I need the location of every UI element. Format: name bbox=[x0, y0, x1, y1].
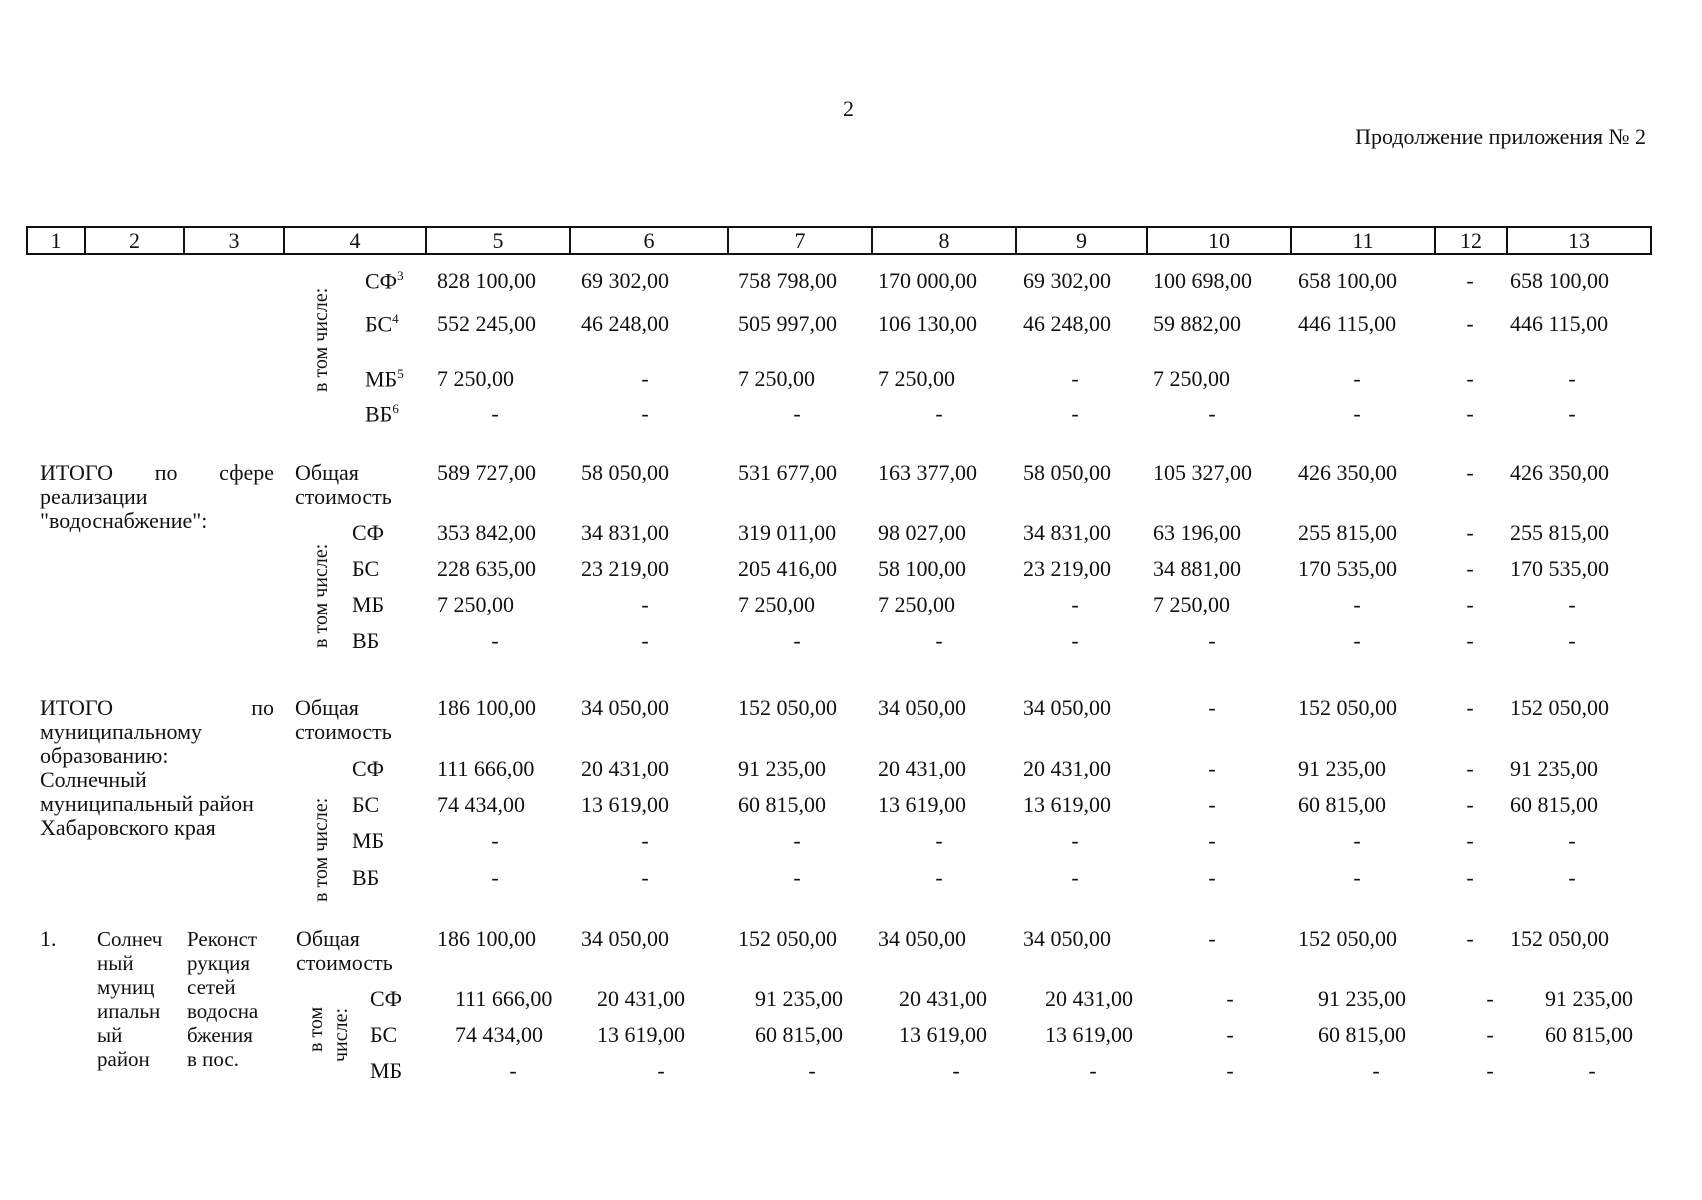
label-line: образованию: bbox=[40, 743, 169, 768]
label-word: по bbox=[251, 695, 274, 720]
value-cell: 658 100,00 bbox=[1298, 268, 1397, 293]
value-cell: - bbox=[491, 865, 499, 890]
value-cell: - bbox=[641, 592, 649, 617]
column-number-cell: 9 bbox=[1016, 227, 1147, 254]
value-cell: - bbox=[1089, 1058, 1097, 1083]
value-cell: - bbox=[1226, 1058, 1234, 1083]
column-number-cell: 4 bbox=[284, 227, 426, 254]
value-cell: 152 050,00 bbox=[1298, 695, 1397, 720]
funding-source-code bbox=[352, 756, 384, 782]
value-cell: - bbox=[641, 401, 649, 426]
code-text: СФ bbox=[365, 268, 398, 294]
value-cell: 505 997,00 bbox=[738, 311, 837, 336]
value-cell: - bbox=[657, 1058, 665, 1083]
column-number-cell: 10 bbox=[1147, 227, 1291, 254]
value-cell: 20 431,00 bbox=[878, 756, 966, 781]
value-cell: - bbox=[793, 628, 801, 653]
continuation-title: Продолжение приложения № 2 bbox=[1355, 124, 1646, 149]
table-row bbox=[0, 986, 1702, 1016]
value-cell: 59 882,00 bbox=[1153, 311, 1241, 336]
value-cell: - bbox=[935, 828, 943, 853]
in-that-number-label: числе: bbox=[330, 1007, 352, 1062]
cell-line: муниц bbox=[97, 975, 155, 999]
value-cell: - bbox=[1466, 792, 1474, 817]
label-line: Хабаровского края bbox=[40, 815, 216, 840]
value-cell: - bbox=[1353, 828, 1361, 853]
value-cell: - bbox=[1466, 695, 1474, 720]
code-text: ВБ bbox=[352, 628, 380, 653]
label-word: ИТОГО bbox=[40, 695, 113, 720]
label-line: "водоснабжение": bbox=[40, 508, 208, 533]
value-cell: 7 250,00 bbox=[437, 366, 514, 391]
cell-line: Солнеч bbox=[97, 927, 163, 951]
value-cell: - bbox=[1466, 628, 1474, 653]
label-word: сфере bbox=[219, 460, 274, 485]
code-text: МБ bbox=[370, 1058, 403, 1083]
footnote-mark: 3 bbox=[397, 268, 404, 283]
label-line: муниципальный район bbox=[40, 791, 254, 816]
value-cell: - bbox=[1071, 592, 1079, 617]
cell-line: Реконст bbox=[187, 927, 258, 951]
value-cell: 111 666,00 bbox=[437, 756, 535, 781]
table-row bbox=[0, 366, 1702, 396]
funding-source-code bbox=[352, 865, 379, 891]
value-cell: - bbox=[808, 1058, 816, 1083]
funding-source-code bbox=[352, 520, 384, 546]
code-text: МБ bbox=[365, 366, 398, 392]
funding-source-code bbox=[352, 556, 379, 582]
value-cell: - bbox=[1208, 926, 1216, 951]
table-row bbox=[0, 926, 1702, 956]
value-cell: 13 619,00 bbox=[899, 1022, 987, 1047]
value-cell: 152 050,00 bbox=[738, 926, 837, 951]
funding-source-code bbox=[352, 828, 384, 854]
value-cell: - bbox=[1353, 401, 1361, 426]
value-cell: - bbox=[491, 401, 499, 426]
value-cell: - bbox=[793, 401, 801, 426]
table-row bbox=[0, 756, 1702, 786]
value-cell: - bbox=[1588, 1058, 1596, 1083]
value-cell: 13 619,00 bbox=[1023, 792, 1111, 817]
total-cost-label: Общая стоимость bbox=[295, 460, 392, 509]
value-cell: 186 100,00 bbox=[437, 926, 536, 951]
value-cell: 163 377,00 bbox=[878, 460, 977, 485]
table-row bbox=[0, 520, 1702, 550]
value-cell: 23 219,00 bbox=[581, 556, 669, 581]
value-cell: - bbox=[1486, 1022, 1494, 1047]
value-cell: - bbox=[1466, 592, 1474, 617]
cell-line: сетей bbox=[187, 975, 236, 999]
value-cell: 91 235,00 bbox=[1298, 756, 1386, 781]
value-cell: 100 698,00 bbox=[1153, 268, 1252, 293]
value-cell: - bbox=[1486, 986, 1494, 1011]
value-cell: - bbox=[1466, 865, 1474, 890]
value-cell: 426 350,00 bbox=[1510, 460, 1609, 485]
in-that-number-label: в том bbox=[305, 1006, 327, 1052]
item-index: 1. bbox=[40, 926, 57, 951]
table-row bbox=[0, 268, 1702, 298]
table-row bbox=[0, 628, 1702, 658]
value-cell: 152 050,00 bbox=[1510, 695, 1609, 720]
code-text: МБ bbox=[352, 592, 385, 617]
value-cell: - bbox=[641, 828, 649, 853]
value-cell: 205 416,00 bbox=[738, 556, 837, 581]
code-text: БС bbox=[365, 311, 393, 337]
value-cell: - bbox=[1226, 986, 1234, 1011]
cell-line: водосна bbox=[187, 999, 259, 1023]
total-cost-label: Общая стоимость bbox=[295, 695, 392, 744]
table-row bbox=[0, 311, 1702, 341]
value-cell: 319 011,00 bbox=[738, 520, 837, 545]
label-word: ИТОГО bbox=[40, 460, 113, 485]
value-cell: - bbox=[1466, 556, 1474, 581]
table-row bbox=[0, 1022, 1702, 1052]
value-cell: - bbox=[1226, 1022, 1234, 1047]
cell-line: ипальн bbox=[97, 999, 161, 1023]
value-cell: 34 881,00 bbox=[1153, 556, 1241, 581]
value-cell: 658 100,00 bbox=[1510, 268, 1609, 293]
value-cell: - bbox=[1568, 592, 1576, 617]
value-cell: 34 050,00 bbox=[1023, 926, 1111, 951]
value-cell: - bbox=[491, 628, 499, 653]
funding-source-code bbox=[370, 1058, 402, 1084]
value-cell: 20 431,00 bbox=[581, 756, 669, 781]
table-row bbox=[0, 865, 1702, 895]
value-cell: - bbox=[1208, 865, 1216, 890]
value-cell: - bbox=[793, 865, 801, 890]
value-cell: 20 431,00 bbox=[1045, 986, 1133, 1011]
value-cell: 34 050,00 bbox=[581, 926, 669, 951]
value-cell: 74 434,00 bbox=[455, 1022, 543, 1047]
value-cell: 34 050,00 bbox=[878, 926, 966, 951]
value-cell: 60 815,00 bbox=[755, 1022, 843, 1047]
column-number-cell: 3 bbox=[184, 227, 284, 254]
funding-source-code bbox=[365, 401, 399, 427]
table-row bbox=[0, 695, 1702, 725]
column-number-cell: 8 bbox=[872, 227, 1016, 254]
code-text: СФ bbox=[370, 986, 403, 1011]
value-cell: 46 248,00 bbox=[581, 311, 669, 336]
value-cell: - bbox=[1466, 366, 1474, 391]
value-cell: - bbox=[952, 1058, 960, 1083]
value-cell: 13 619,00 bbox=[1045, 1022, 1133, 1047]
value-cell: - bbox=[1071, 828, 1079, 853]
value-cell: 353 842,00 bbox=[437, 520, 536, 545]
value-cell: 186 100,00 bbox=[437, 695, 536, 720]
cell-line: район bbox=[97, 1047, 150, 1071]
value-cell: 58 050,00 bbox=[1023, 460, 1111, 485]
code-text: ВБ bbox=[365, 401, 393, 427]
value-cell: 446 115,00 bbox=[1298, 311, 1397, 336]
in-that-number-label: в том числе: bbox=[310, 287, 332, 392]
value-cell: - bbox=[1568, 366, 1576, 391]
value-cell: 255 815,00 bbox=[1510, 520, 1609, 545]
funding-source-code bbox=[365, 268, 404, 294]
value-cell: - bbox=[1568, 628, 1576, 653]
column-number-cell: 2 bbox=[85, 227, 184, 254]
funding-source-code bbox=[370, 1022, 397, 1048]
value-cell: 7 250,00 bbox=[878, 592, 955, 617]
value-cell: - bbox=[641, 366, 649, 391]
funding-source-code bbox=[352, 592, 384, 618]
value-cell: 58 100,00 bbox=[878, 556, 966, 581]
value-cell: - bbox=[1466, 460, 1474, 485]
value-cell: 60 815,00 bbox=[1510, 792, 1598, 817]
value-cell: - bbox=[641, 628, 649, 653]
cell-line: бжения bbox=[187, 1023, 253, 1047]
value-cell: 152 050,00 bbox=[1510, 926, 1609, 951]
table-row bbox=[0, 556, 1702, 586]
table-row bbox=[0, 792, 1702, 822]
value-cell: 7 250,00 bbox=[437, 592, 514, 617]
in-that-number-label: в том числе: bbox=[310, 797, 332, 902]
code-text: БС bbox=[370, 1022, 398, 1047]
code-text: ВБ bbox=[352, 865, 380, 890]
value-cell: 58 050,00 bbox=[581, 460, 669, 485]
value-cell: - bbox=[1353, 592, 1361, 617]
value-cell: 170 535,00 bbox=[1510, 556, 1609, 581]
total-cost-label: Общая стоимость bbox=[296, 926, 393, 975]
value-cell: - bbox=[1208, 828, 1216, 853]
column-number-cell: 12 bbox=[1435, 227, 1507, 254]
value-cell: 531 677,00 bbox=[738, 460, 837, 485]
footnote-mark: 5 bbox=[397, 366, 404, 381]
value-cell: 63 196,00 bbox=[1153, 520, 1241, 545]
value-cell: 23 219,00 bbox=[1023, 556, 1111, 581]
value-cell: - bbox=[1466, 520, 1474, 545]
value-cell: - bbox=[1353, 865, 1361, 890]
value-cell: 589 727,00 bbox=[437, 460, 536, 485]
value-cell: - bbox=[1208, 628, 1216, 653]
value-cell: 228 635,00 bbox=[437, 556, 536, 581]
footnote-mark: 6 bbox=[392, 401, 399, 416]
value-cell: - bbox=[1568, 865, 1576, 890]
funding-source-code bbox=[365, 366, 404, 392]
code-text: МБ bbox=[352, 828, 385, 853]
value-cell: - bbox=[1486, 1058, 1494, 1083]
value-cell: - bbox=[1208, 792, 1216, 817]
label-word: по bbox=[154, 460, 178, 485]
value-cell: - bbox=[793, 828, 801, 853]
value-cell: 170 535,00 bbox=[1298, 556, 1397, 581]
value-cell: - bbox=[935, 628, 943, 653]
value-cell: 34 050,00 bbox=[878, 695, 966, 720]
value-cell: - bbox=[1071, 865, 1079, 890]
value-cell: 74 434,00 bbox=[437, 792, 525, 817]
funding-source-code bbox=[370, 986, 402, 1012]
value-cell: 20 431,00 bbox=[597, 986, 685, 1011]
value-cell: 255 815,00 bbox=[1298, 520, 1397, 545]
column-number-cell: 5 bbox=[426, 227, 570, 254]
value-cell: 152 050,00 bbox=[1298, 926, 1397, 951]
value-cell: - bbox=[1466, 828, 1474, 853]
code-text: БС bbox=[352, 792, 380, 817]
code-text: БС bbox=[352, 556, 380, 581]
value-cell: 91 235,00 bbox=[1545, 986, 1633, 1011]
value-cell: 91 235,00 bbox=[738, 756, 826, 781]
value-cell: 552 245,00 bbox=[437, 311, 536, 336]
column-number-cell: 7 bbox=[728, 227, 872, 254]
value-cell: 34 831,00 bbox=[581, 520, 669, 545]
footnote-mark: 4 bbox=[392, 311, 399, 326]
cell-line: ный bbox=[97, 951, 134, 975]
column-number-cell: 11 bbox=[1291, 227, 1435, 254]
value-cell: - bbox=[935, 401, 943, 426]
value-cell: 7 250,00 bbox=[1153, 366, 1230, 391]
table-row bbox=[0, 828, 1702, 858]
funding-source-code bbox=[352, 628, 379, 654]
value-cell: 152 050,00 bbox=[738, 695, 837, 720]
value-cell: 34 831,00 bbox=[1023, 520, 1111, 545]
value-cell: 106 130,00 bbox=[878, 311, 977, 336]
value-cell: - bbox=[1568, 401, 1576, 426]
code-text: СФ bbox=[352, 520, 385, 545]
value-cell: - bbox=[1208, 695, 1216, 720]
page-number: 2 bbox=[843, 96, 854, 121]
value-cell: - bbox=[509, 1058, 517, 1083]
funding-source-code bbox=[365, 311, 399, 337]
value-cell: 60 815,00 bbox=[1318, 1022, 1406, 1047]
value-cell: 828 100,00 bbox=[437, 268, 536, 293]
value-cell: 60 815,00 bbox=[1545, 1022, 1633, 1047]
cell-line: ый bbox=[97, 1023, 123, 1047]
table-row bbox=[0, 1058, 1702, 1088]
cell-line: рукция bbox=[187, 951, 251, 975]
table-row bbox=[0, 401, 1702, 431]
value-cell: - bbox=[1466, 756, 1474, 781]
value-cell: 91 235,00 bbox=[1318, 986, 1406, 1011]
value-cell: 13 619,00 bbox=[878, 792, 966, 817]
value-cell: 7 250,00 bbox=[738, 366, 815, 391]
value-cell: - bbox=[1208, 756, 1216, 781]
value-cell: - bbox=[1071, 366, 1079, 391]
value-cell: 426 350,00 bbox=[1298, 460, 1397, 485]
value-cell: 20 431,00 bbox=[1023, 756, 1111, 781]
value-cell: - bbox=[1466, 401, 1474, 426]
value-cell: - bbox=[935, 865, 943, 890]
value-cell: - bbox=[1466, 268, 1474, 293]
value-cell: - bbox=[1071, 401, 1079, 426]
label-line: Солнечный bbox=[40, 767, 147, 792]
column-number-cell: 13 bbox=[1507, 227, 1651, 254]
value-cell: 13 619,00 bbox=[581, 792, 669, 817]
value-cell: 758 798,00 bbox=[738, 268, 837, 293]
table-row bbox=[0, 460, 1702, 490]
value-cell: 69 302,00 bbox=[1023, 268, 1111, 293]
value-cell: - bbox=[641, 865, 649, 890]
label-line: муниципальному bbox=[40, 719, 203, 744]
value-cell: 446 115,00 bbox=[1510, 311, 1609, 336]
funding-source-code bbox=[352, 792, 379, 818]
cell-line: в пос. bbox=[187, 1047, 239, 1071]
value-cell: - bbox=[491, 828, 499, 853]
value-cell: 69 302,00 bbox=[581, 268, 669, 293]
value-cell: 91 235,00 bbox=[755, 986, 843, 1011]
column-number-cell: 1 bbox=[27, 227, 85, 254]
value-cell: 98 027,00 bbox=[878, 520, 966, 545]
value-cell: - bbox=[1071, 628, 1079, 653]
value-cell: 7 250,00 bbox=[1153, 592, 1230, 617]
value-cell: - bbox=[1372, 1058, 1380, 1083]
value-cell: 60 815,00 bbox=[738, 792, 826, 817]
value-cell: - bbox=[1353, 628, 1361, 653]
value-cell: 91 235,00 bbox=[1510, 756, 1598, 781]
value-cell: 7 250,00 bbox=[878, 366, 955, 391]
value-cell: - bbox=[1466, 311, 1474, 336]
value-cell: 20 431,00 bbox=[899, 986, 987, 1011]
value-cell: 111 666,00 bbox=[455, 986, 553, 1011]
table-row bbox=[0, 592, 1702, 622]
value-cell: - bbox=[1208, 401, 1216, 426]
value-cell: - bbox=[1353, 366, 1361, 391]
value-cell: 46 248,00 bbox=[1023, 311, 1111, 336]
value-cell: 13 619,00 bbox=[597, 1022, 685, 1047]
value-cell: 7 250,00 bbox=[738, 592, 815, 617]
value-cell: 105 327,00 bbox=[1153, 460, 1252, 485]
code-text: СФ bbox=[352, 756, 385, 781]
value-cell: 34 050,00 bbox=[581, 695, 669, 720]
in-that-number-label: в том числе: bbox=[310, 543, 332, 648]
value-cell: 170 000,00 bbox=[878, 268, 977, 293]
value-cell: - bbox=[1568, 828, 1576, 853]
column-number-header bbox=[26, 226, 1652, 255]
label-line: реализации bbox=[40, 484, 148, 509]
value-cell: 34 050,00 bbox=[1023, 695, 1111, 720]
column-number-cell: 6 bbox=[570, 227, 728, 254]
value-cell: 60 815,00 bbox=[1298, 792, 1386, 817]
value-cell: - bbox=[1466, 926, 1474, 951]
